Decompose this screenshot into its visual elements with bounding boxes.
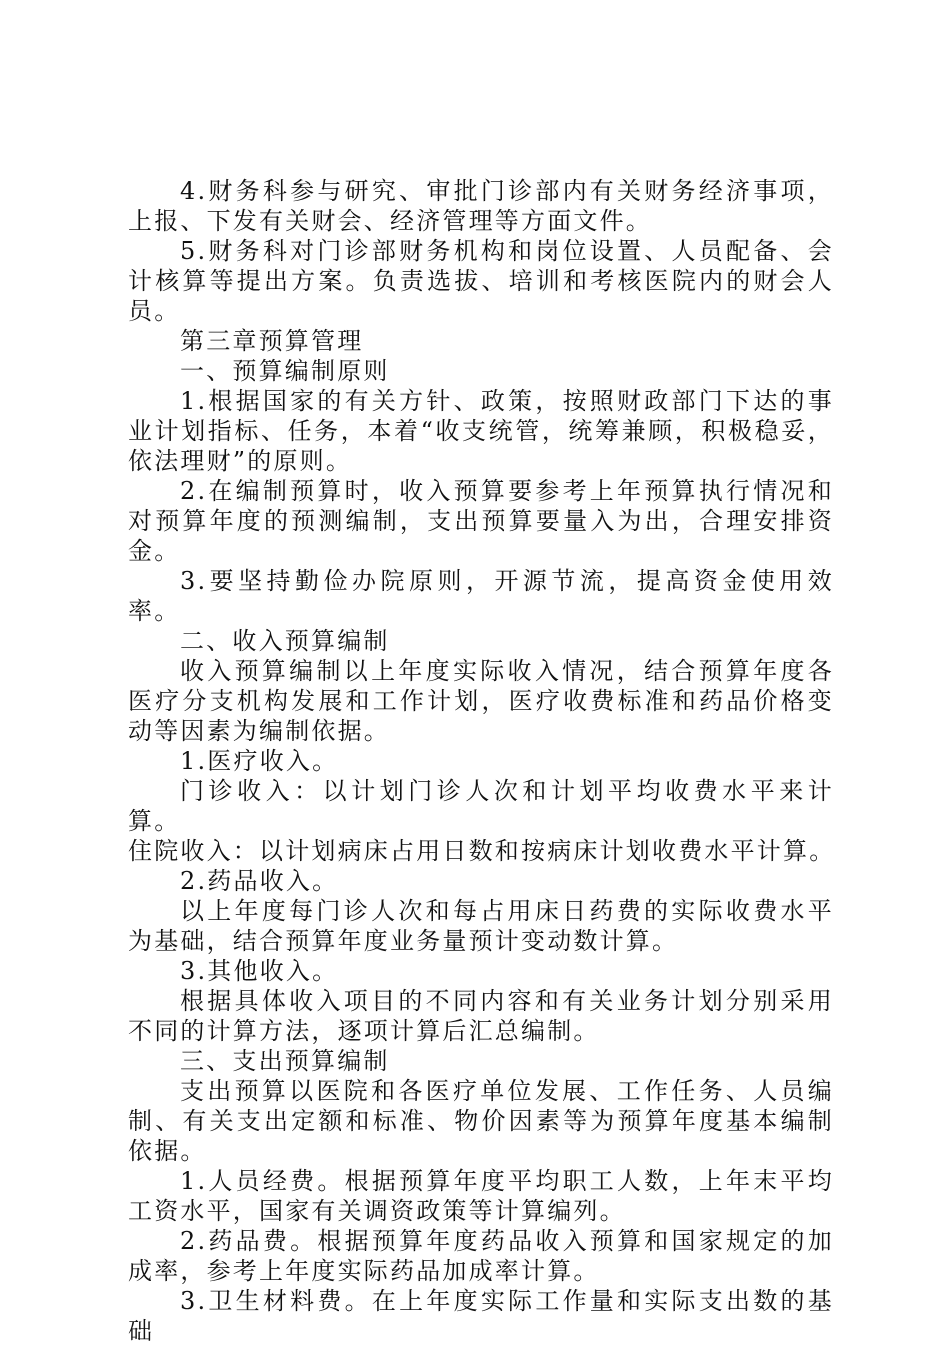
- section-heading-principles: 一、预算编制原则: [180, 357, 390, 385]
- paragraph-outpatient-income: 门诊收入：以计划门诊人次和计划平均收费水平来计算。: [128, 777, 834, 835]
- item-medical-income: 1.医疗收入。: [180, 747, 339, 775]
- paragraph-income-basis: 收入预算编制以上年度实际收入情况，结合预算年度各医疗分支机构发展和工作计划，医疗收费标准和药品价格变动等因素为编制依据。: [128, 657, 834, 745]
- paragraph-drug-income: 以上年度每门诊人次和每占用床日药费的实际收费水平为基础，结合预算年度业务量预计变动数计算。: [128, 897, 834, 955]
- paragraph-material-cost: 3.卫生材料费。在上年度实际工作量和实际支出数的基础: [128, 1287, 834, 1345]
- paragraph-finance-research: 4.财务科参与研究、审批门诊部内有关财务经济事项，上报、下发有关财会、经济管理等方面文件。: [128, 177, 834, 235]
- paragraph-personnel-cost: 1.人员经费。根据预算年度平均职工人数，上年末平均工资水平，国家有关调资政策等计算编列。: [128, 1167, 834, 1225]
- item-other-income: 3.其他收入。: [180, 957, 339, 985]
- item-drug-income: 2.药品收入。: [180, 867, 339, 895]
- paragraph-drug-cost: 2.药品费。根据预算年度药品收入预算和国家规定的加成率，参考上年度实际药品加成率计算。: [128, 1227, 834, 1285]
- paragraph-principle-1: 1.根据国家的有关方针、政策，按照财政部门下达的事业计划指标、任务，本着“收支统管，统筹兼顾，积极稳妥，依法理财”的原则。: [128, 387, 834, 475]
- section-heading-expense: 三、支出预算编制: [180, 1047, 390, 1075]
- paragraph-inpatient-income: 住院收入：以计划病床占用日数和按病床计划收费水平计算。: [128, 837, 836, 865]
- chapter-heading: 第三章预算管理: [180, 327, 364, 355]
- paragraph-finance-staffing: 5.财务科对门诊部财务机构和岗位设置、人员配备、会计核算等提出方案。负责选拔、培训和考核医院内的财会人员。: [128, 237, 834, 325]
- document-page: [128, 176, 834, 1346]
- paragraph-expense-basis: 支出预算以医院和各医疗单位发展、工作任务、人员编制、有关支出定额和标准、物价因素等为预算年度基本编制依据。: [128, 1077, 834, 1165]
- paragraph-principle-2: 2.在编制预算时，收入预算要参考上年预算执行情况和对预算年度的预测编制，支出预算要量入为出，合理安排资金。: [128, 477, 834, 565]
- section-heading-income: 二、收入预算编制: [180, 627, 390, 655]
- paragraph-other-income: 根据具体收入项目的不同内容和有关业务计划分别采用不同的计算方法，逐项计算后汇总编制。: [128, 987, 834, 1045]
- paragraph-principle-3: 3.要坚持勤俭办院原则，开源节流，提高资金使用效率。: [128, 567, 834, 625]
